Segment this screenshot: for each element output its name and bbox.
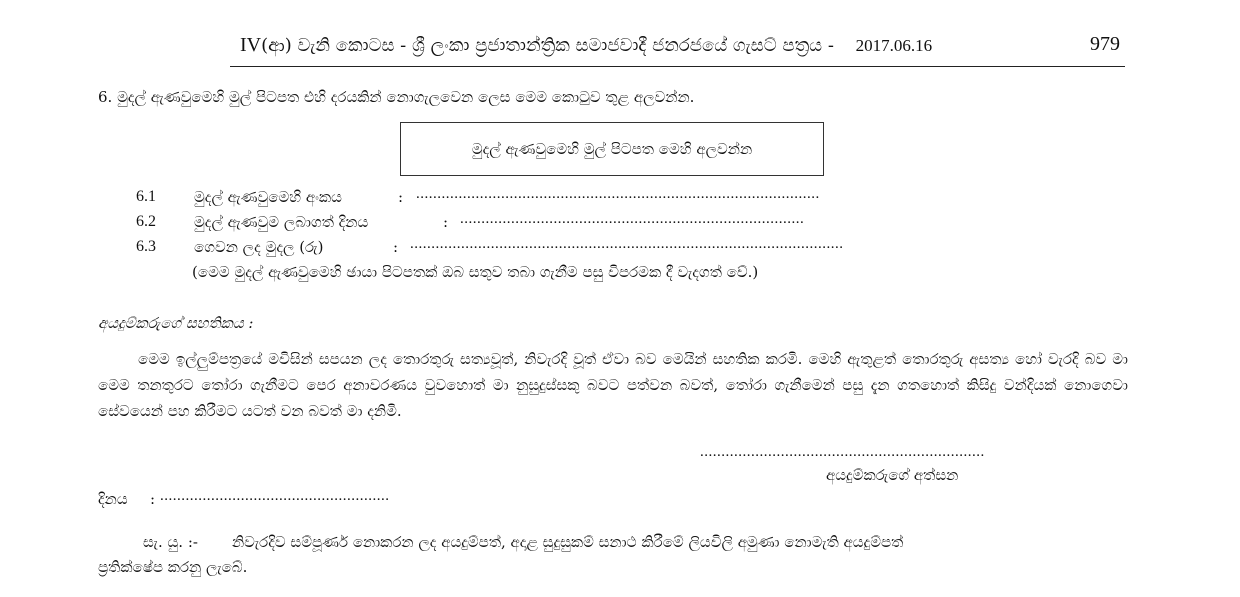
field-separator: : [393, 238, 399, 256]
money-order-paste-box [400, 122, 824, 176]
amount-paid-field[interactable]: ...................................................................................................... [410, 236, 844, 252]
certificate-body: මෙම ඉල්ලුම්පත්‍රයේ මවිසින් සපයන ලද තොරතුරු සත්‍යවූත්, නිවැරදි වූත් ඒවා බව මෙයින් සහතික කරමි. මෙහි ඇතුළත් තොරතුරු අසත්‍ය හෝ වැරදි බව මා මෙම තනතුරට තෝරා ගැනීමට පෙර අනාවරණය වුවහොත් මා නුසුදුස්සකු බවට පත්වන බවත්, තෝරා ගැනීමෙන් පසු දැන ගතහොත් කිසිදු වන්දියක් නොගෙවා සේවයෙන් පහ කිරීමට යටත් වන බවත් මා දනිමි. [98, 350, 1128, 420]
date-field[interactable]: ...................................................... [160, 488, 390, 504]
money-order-date-field[interactable]: ................................................................................. [460, 211, 805, 227]
item-number: 6.1 [136, 188, 156, 205]
field-separator: : [443, 213, 449, 231]
signature-label: අයදුම්කරුගේ අත්සන [826, 466, 959, 484]
gazette-title: (ආ) වැනි කොටස - ශ්‍රී ලංකා ප්‍රජාතාන්ත්‍රික සමාජවාදී ජනරජයේ ගැසට් පත්‍රය - [261, 35, 834, 56]
money-order-date-label: මුදල් ඇණවුම ලබාගත් දිනය [194, 213, 369, 231]
paste-box-label: මුදල් ඇණවුමෙහි මුල් පිටපත මෙහි අලවන්න [471, 140, 753, 158]
footnote-line-2: ප්‍රතික්ෂේප කරනු ලැබේ. [98, 558, 248, 576]
money-order-number-field[interactable]: ............................................................................................... [416, 186, 820, 202]
footnote-line-1: නිවැරදිව සම්පූර්ණ නොකරන ලද අයදුම්පත්, අදාළ සුදුසුකම් සනාථ කිරීමේ ලියවිලි අමුණා නොමැති අයදුම්පත් [232, 533, 904, 551]
signature-field[interactable]: ................................................................... [700, 444, 985, 460]
amount-paid-label: ගෙවන ලද මුදල (රු) [194, 238, 324, 256]
section-6-instruction: 6. මුදල් ඇණවුමෙහි මුල් පිටපත එහි දරයකින් නොගැලවෙන ලෙස මෙම කොටුව තුළ අලවන්න. [98, 88, 695, 106]
field-separator: : [150, 490, 156, 508]
field-separator: : [398, 188, 404, 206]
gazette-date: 2017.06.16 [855, 36, 933, 55]
part-roman-numeral: IV [240, 34, 262, 56]
gazette-header [240, 34, 932, 57]
footnote-prefix: සැ. යු. :- [143, 533, 198, 551]
photocopy-note: (මෙම මුදල් ඇණවුමෙහි ඡායා පිටපතක් ඔබ සතුව තබා ගැනීම පසු විපරමක දී වැදගත් වේ.) [192, 263, 759, 281]
page-number: 979 [1090, 33, 1120, 55]
date-label: දිනය [98, 490, 128, 508]
item-number: 6.2 [136, 213, 156, 230]
header-divider [230, 66, 1125, 67]
item-number: 6.3 [136, 238, 156, 255]
applicant-certificate-heading: අයදුම්කරුගේ සහතිකය : [98, 314, 254, 332]
money-order-number-label: මුදල් ඇණවුමෙහි අංකය [194, 188, 342, 206]
